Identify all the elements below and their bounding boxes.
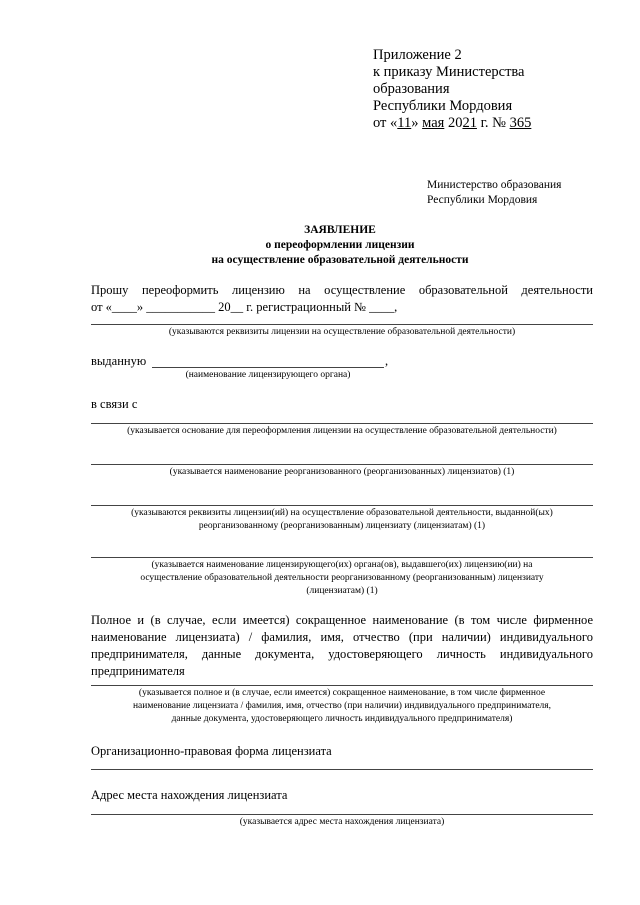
appendix-line-2: к приказу Министерства — [373, 64, 525, 80]
full-name-line-4: предпринимателя — [91, 664, 185, 678]
hint-issuing-authority: (наименование лицензирующего органа) — [185, 370, 351, 380]
legal-form-label: Организационно-правовая форма лицензиата — [91, 744, 332, 758]
appendix-block — [373, 47, 531, 132]
full-name-line — [91, 685, 593, 686]
recipient-line-1: Министерство образования — [427, 179, 562, 191]
address-label: Адрес места нахождения лицензиата — [91, 788, 288, 802]
hint-reorganized-authority-1: (указывается наименование лицензирующего(их) органа(ов), выдавшего(их) лицензию(ии) на — [151, 560, 533, 570]
hint-reorganized-license — [91, 507, 593, 533]
hint-address: (указывается адрес места нахождения лицензиата) — [239, 817, 445, 827]
document-title — [180, 223, 500, 268]
hint-full-name-2: наименование лицензиата / фамилия, имя, отчество (при наличии) индивидуального предпринимателя, — [132, 701, 552, 711]
hint-license-details: (указываются реквизиты лицензии на осуществление образовательной деятельности) — [168, 327, 516, 337]
recipient-line-2: Республики Мордовия — [427, 194, 538, 206]
license-details-line — [91, 324, 593, 325]
request-paragraph — [91, 282, 593, 316]
date-year-suffix: 21 — [462, 115, 477, 131]
reason-line — [91, 423, 593, 424]
full-name-paragraph — [91, 612, 593, 680]
hint-full-name-1: (указывается полное и (в случае, если имеется) сокращенное наименование, в том числе фирменное — [138, 688, 546, 698]
date-mid: » — [411, 115, 423, 131]
hint-reorganized-name: (указывается наименование реорганизованного (реорганизованных) лицензиатов) (1) — [169, 467, 515, 477]
hint-full-name — [91, 687, 593, 726]
hint-reorganized-authority — [91, 559, 593, 598]
date-month: мая — [422, 115, 445, 131]
appendix-date-line — [373, 115, 531, 132]
hint-reorganized-authority-3: (лицензиатам) (1) — [306, 586, 378, 596]
hint-reorganized-authority-2: осуществление образовательной деятельности реорганизованному (реорганизованным) лицензиату — [140, 573, 544, 583]
order-number: 365 — [509, 115, 532, 131]
appendix-line-3: образования — [373, 81, 450, 97]
date-suffix: г. № — [476, 115, 510, 131]
request-line-1: Прошу переоформить лицензию на осуществление образовательной деятельности — [91, 283, 593, 297]
reorganized-license-line — [91, 505, 593, 506]
title-line-3: на осуществление образовательной деятельности — [211, 254, 469, 266]
hint-reason: (указывается основание для переоформления лицензии на осуществление образовательной деятельности) — [127, 426, 557, 436]
title-line-2: о переоформлении лицензии — [265, 239, 415, 251]
date-prefix: от « — [373, 115, 398, 131]
appendix-line-1: Приложение 2 — [373, 47, 462, 63]
full-name-line-1: Полное и (в случае, если имеется) сокращенное наименование (в том числе фирменное — [91, 613, 593, 627]
issued-line — [152, 367, 384, 368]
title-line-1: ЗАЯВЛЕНИЕ — [304, 224, 376, 236]
issued-label: выданную — [91, 354, 147, 368]
date-day: 11 — [397, 115, 412, 131]
hint-full-name-3: данные документа, удостоверяющего личность индивидуального предпринимателя) — [171, 714, 513, 724]
reorganized-name-line — [91, 464, 593, 465]
appendix-line-4: Республики Мордовия — [373, 98, 513, 114]
request-line-2: от «____» ___________ 20__ г. регистрационный № ____, — [91, 300, 398, 314]
address-line — [91, 814, 593, 815]
issued-end: , — [385, 354, 389, 368]
reorganized-authority-line — [91, 557, 593, 558]
reason-label: в связи с — [91, 397, 138, 411]
full-name-line-2: наименование лицензиата) / фамилия, имя, отчество (при наличии) индивидуального — [91, 630, 593, 644]
hint-reorganized-license-2: реорганизованному (реорганизованным) лицензиату (лицензиатам) (1) — [198, 521, 486, 531]
hint-reorganized-license-1: (указываются реквизиты лицензии(ий) на осуществление образовательной деятельности, выданной(ых) — [131, 508, 553, 518]
date-year-prefix: 20 — [444, 115, 463, 131]
legal-form-line — [91, 769, 593, 770]
recipient-block — [427, 178, 561, 208]
full-name-line-3: предпринимателя, данные документа, удостоверяющего личность индивидуального — [91, 647, 593, 661]
